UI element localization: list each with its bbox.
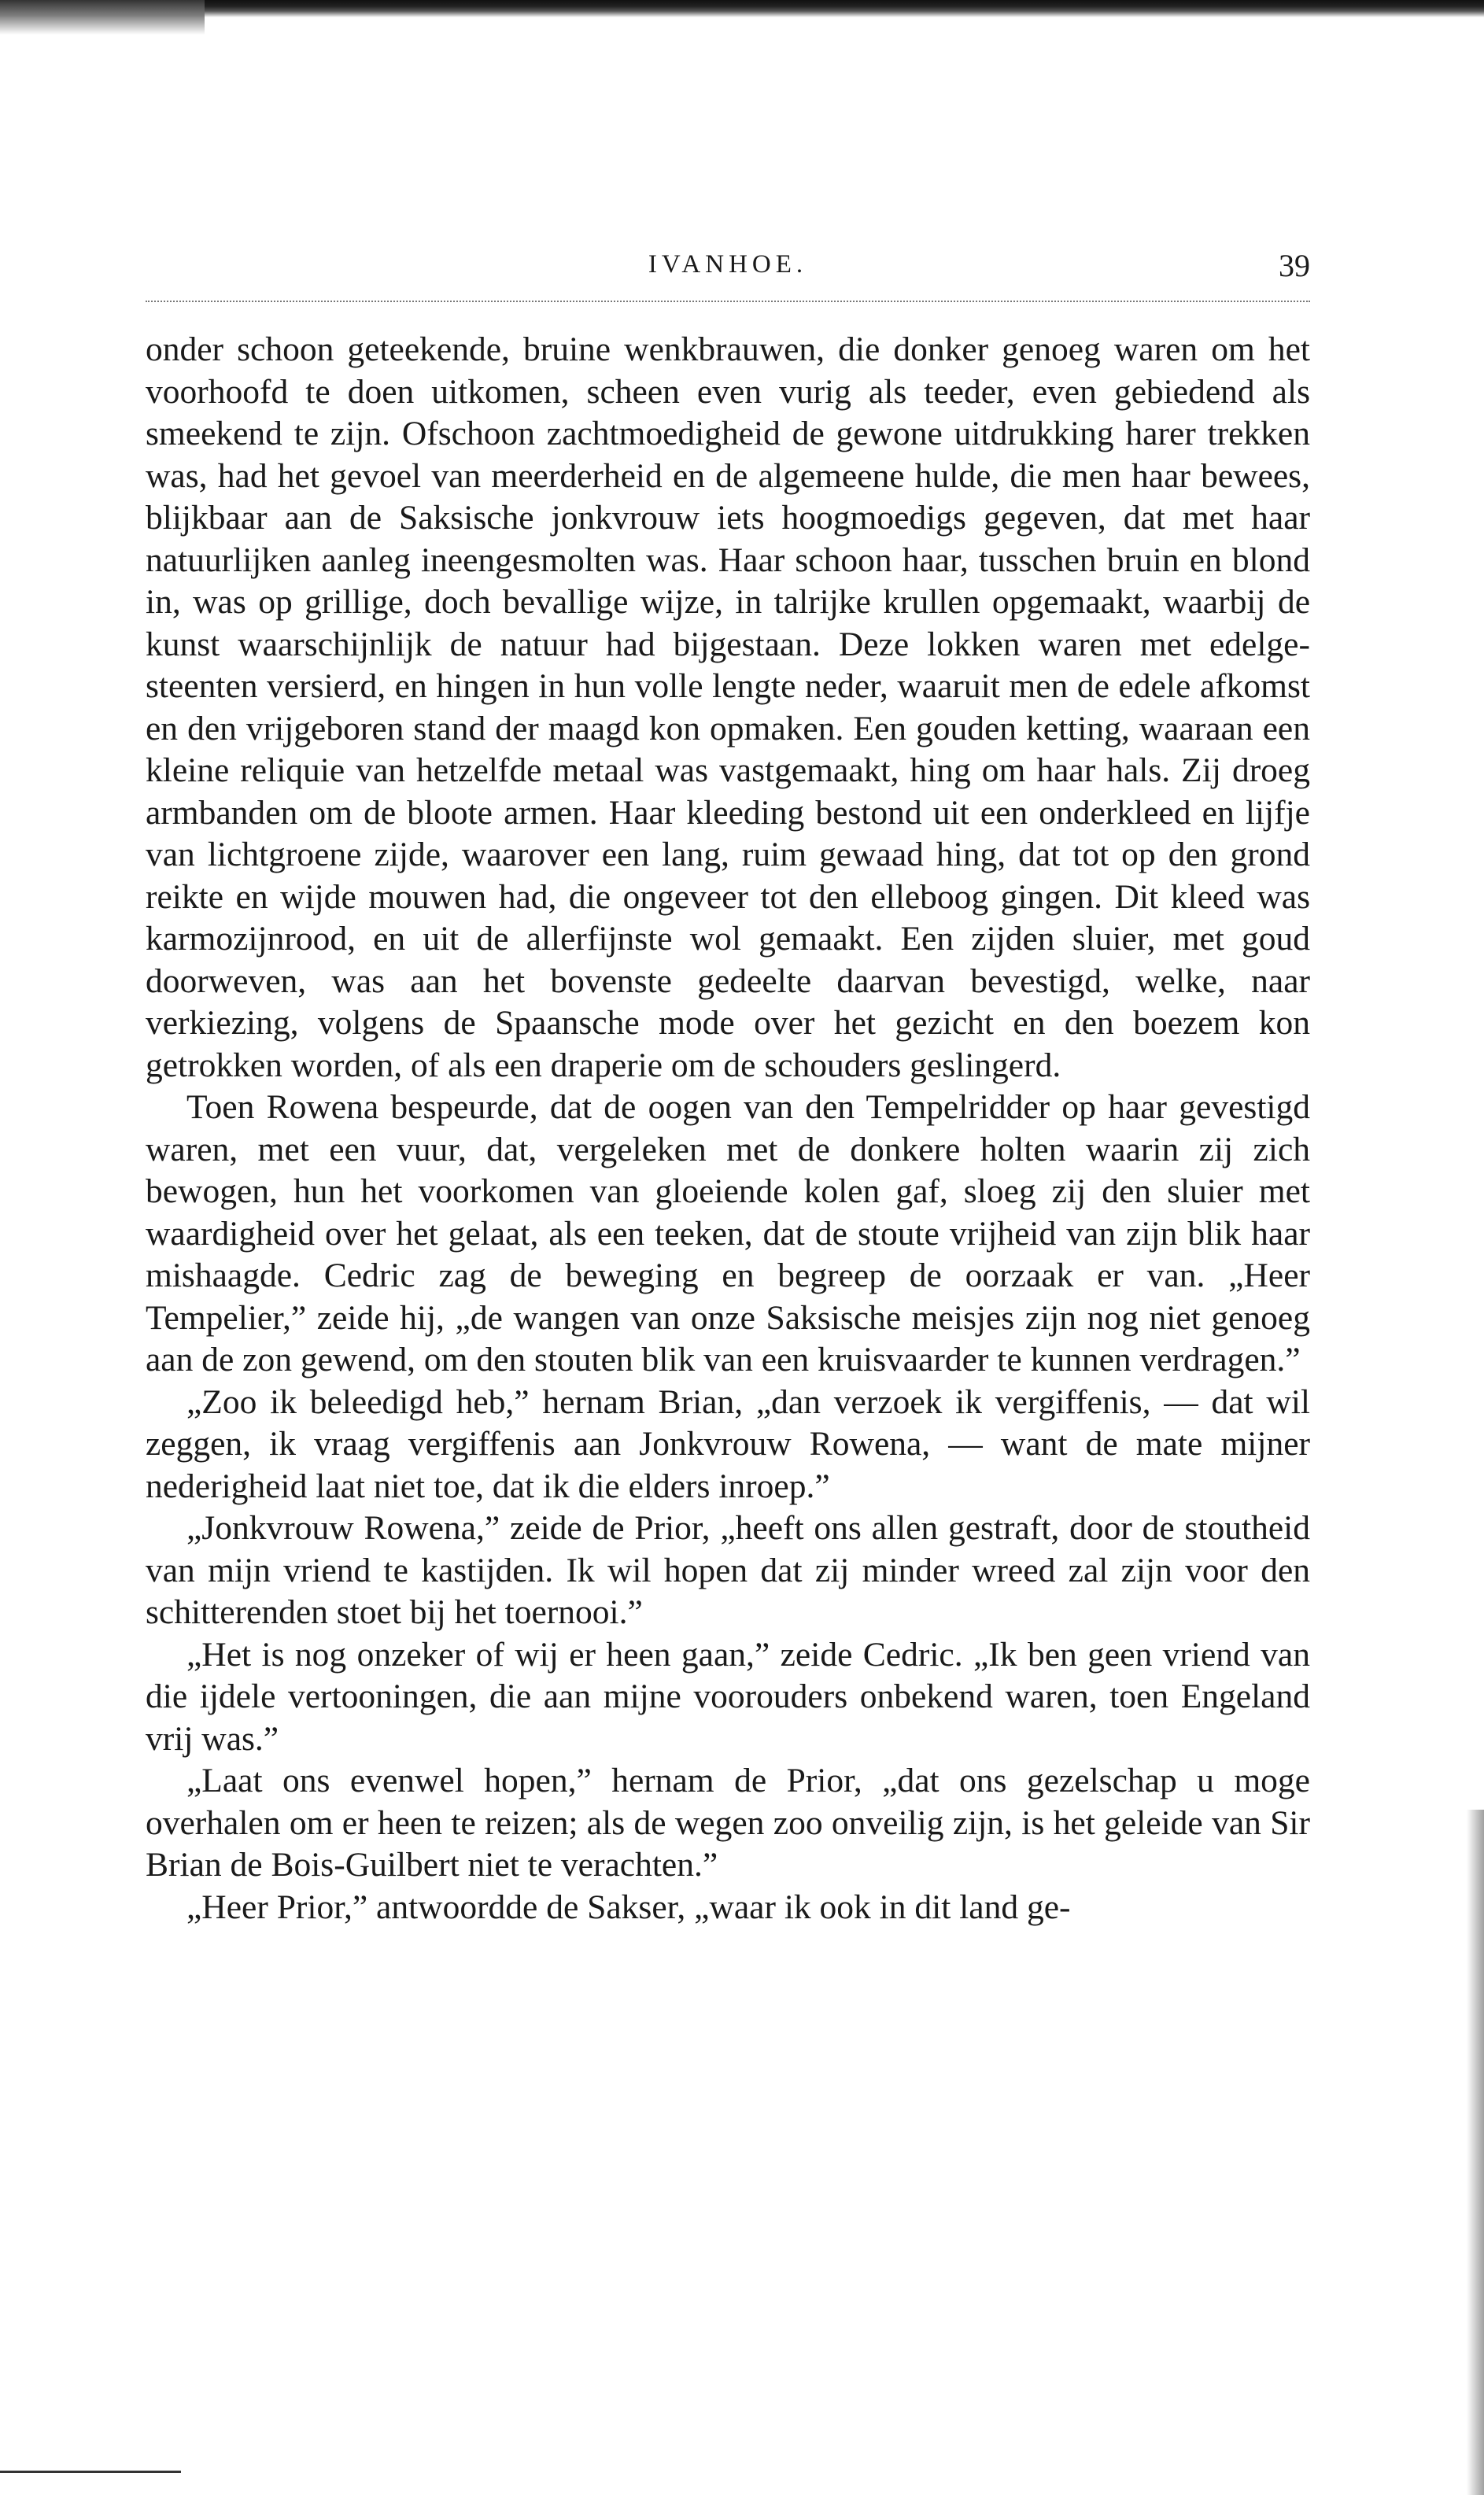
scan-right-edge-shadow	[1467, 1810, 1484, 2495]
scan-top-left-shadow	[0, 0, 205, 35]
page-header	[146, 250, 1310, 290]
paragraph-2: Toen Rowena bespeurde, dat de oogen van den Tempelridder op haar gevestigd waren, met een vuur, dat, vergeleken met de donkere holten waarin zij zich bewogen, hun het voorkomen van gloeiende kolen gaf, sloeg zij den sluier met waardigheid over het gelaat, als een teeken, dat de stoute vrijheid van zijn blik haar mishaagde. Cedric zag de beweging en begreep de oorzaak er van. „Heer Tempelier,” zeide hij, „de wangen van onze Saksische meisjes zijn nog niet genoeg aan de zon gewend, om den stouten blik van een kruisvaarder te kunnen verdragen.”	[146, 1088, 1310, 1379]
paragraph-5: „Het is nog onzeker of wij er heen gaan,” zeide Cedric. „Ik ben geen vriend van die ijdele vertooningen, die aan mijne voorouders onbekend waren, toen Engeland vrij was.”	[146, 1635, 1310, 1758]
scan-top-edge	[0, 0, 1484, 17]
paragraph-7: „Heer Prior,” antwoordde de Sakser, „waar ik ook in dit land ge-	[186, 1888, 1071, 1926]
paragraph-4: „Jonkvrouw Rowena,” zeide de Prior, „heeft ons allen gestraft, door de stoutheid van mijn vriend te kastijden. Ik wil hopen dat zij minder wreed zal zijn voor den schitterenden stoet bij het toernooi.”	[146, 1509, 1310, 1631]
paragraph-1: onder schoon geteekende, bruine wenkbrauwen, die donker genoeg waren om het voorhoofd te doen uitkomen, scheen even vurig als teeder, even gebiedend als smeekend te zijn. Ofschoon zachtmoedigheid de gewone uitdrukking harer trekken was, had het gevoel van meerderheid en de algemeene hulde, die men haar bewees, blijkbaar aan de Saksische jonkvrouw iets hoogmoedigs gegeven, dat met haar natuurlijken aanleg ineengesmolten was. Haar schoon haar, tusschen bruin en blond in, was op grillige, doch bevallige wijze, in talrijke krullen opgemaakt, waarbij de kunst waarschijnlijk de natuur had bijgestaan. Deze lokken waren met edelgesteenten versierd, en hingen in hun volle lengte neder, waaruit men de edele afkomst en den vrijgeboren stand der maagd kon opmaken. Een gouden ketting, waaraan een kleine reliquie van hetzelfde metaal was vastgemaakt, hing om haar hals. Zij droeg armbanden om de bloote armen. Haar kleeding bestond uit een onderkleed en lijfje van lichtgroene zijde, waarover een lang, ruim gewaad hing, dat tot op den grond reikte en wijde mouwen had, die ongeveer tot den elleboog gingen. Dit kleed was karmozijnrood, en uit de allerfijnste wol gemaakt. Een zijden sluier, met goud doorweven, was aan het bovenste gedeelte daarvan bevestigd, welke, naar verkiezing, volgens de Spaansche mode over het gezicht en den boezem kon getrokken worden, of als een draperie om de schouders geslingerd.	[146, 330, 1310, 1084]
scan-bottom-mark	[0, 2471, 181, 2473]
paragraph-3: „Zoo ik beleedigd heb,” hernam Brian, „dan verzoek ik vergiffenis, — dat wil zeggen, ik vraag vergiffenis aan Jonkvrouw Rowena, — want de mate mijner nederigheid laat niet toe, dat ik die elders inroep.”	[146, 1382, 1310, 1505]
header-rule	[146, 301, 1310, 302]
page-number: 39	[1279, 248, 1310, 283]
body-text	[146, 329, 1310, 1928]
paragraph-6: „Laat ons evenwel hopen,” hernam de Prior, „dat ons gezelschap u moge overhalen om er heen te reizen; als de wegen zoo onveilig zijn, is het geleide van Sir Brian de Bois-Guilbert niet te verachten.”	[146, 1762, 1310, 1884]
running-head: IVANHOE.	[648, 250, 808, 279]
